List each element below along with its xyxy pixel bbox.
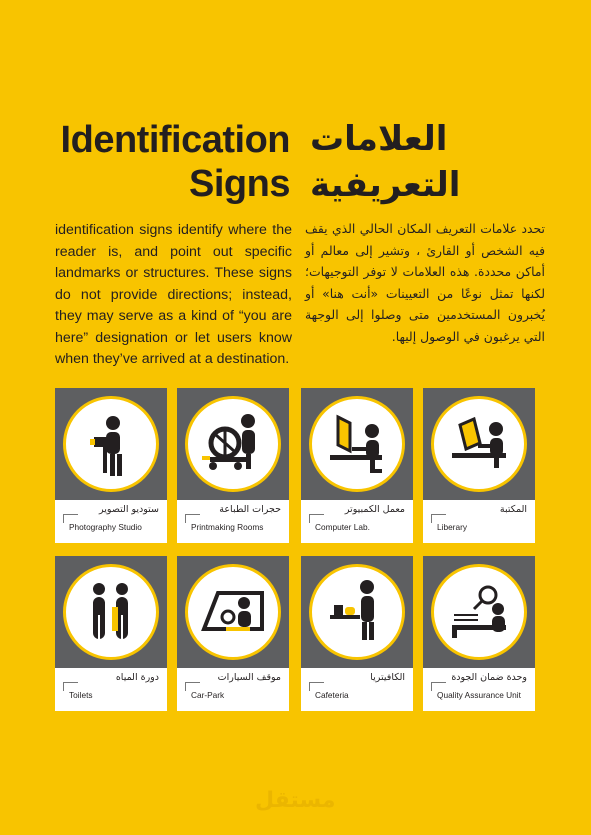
sign-label-english: Cafeteria (315, 690, 349, 700)
watermark: مستقل (255, 788, 336, 813)
cafeteria-icon (309, 564, 405, 660)
library-icon (431, 396, 527, 492)
sign-card-toilets (55, 556, 167, 711)
sign-tile (423, 388, 535, 500)
sign-tile (423, 556, 535, 668)
sign-card-printmaking (177, 388, 289, 543)
sign-card-cafeteria (301, 556, 413, 711)
sign-tile (55, 556, 167, 668)
sign-label-arabic: موقف السيارات (217, 672, 281, 683)
intro-english: identification signs identify where the reader is, and point out specific landmarks or structures. These signs do not provide directions; instead, they may serve as a kind of “you are here” designation or let users know when they’ve arrived at a destination. (55, 222, 292, 367)
title-english (55, 118, 290, 206)
sign-label-arabic: الكافيتريا (370, 672, 405, 683)
sign-card-quality-assurance (423, 556, 535, 711)
sign-card-car-park (177, 556, 289, 711)
photography-studio-icon (63, 396, 159, 492)
sign-label-arabic: وحدة ضمان الجودة (451, 672, 527, 683)
sign-tile (177, 556, 289, 668)
sign-card-library (423, 388, 535, 543)
sign-label-arabic: ستوديو التصوير (99, 504, 159, 515)
sign-label-english: Photography Studio (69, 522, 142, 532)
title-arabic-line1: العلامات (310, 119, 448, 159)
sign-label-arabic: المكتبة (499, 504, 527, 515)
computer-lab-icon (309, 396, 405, 492)
title-english-line1: Identification (60, 119, 290, 161)
sign-label-arabic: حجرات الطباعة (219, 504, 281, 515)
title-arabic-line2: التعريفية (310, 165, 461, 205)
sign-tile (301, 388, 413, 500)
sign-tile (177, 388, 289, 500)
toilets-icon (63, 564, 159, 660)
sign-label-english: Printmaking Rooms (191, 522, 264, 532)
sign-label-english: Car-Park (191, 690, 225, 700)
quality-assurance-icon (431, 564, 527, 660)
sign-card-photography (55, 388, 167, 543)
sign-tile (301, 556, 413, 668)
title-arabic (310, 116, 545, 208)
sign-tile (55, 388, 167, 500)
sign-label-arabic: دورة المياه (115, 672, 159, 683)
sign-label-english: Liberary (437, 522, 467, 532)
sign-label-english: Computer Lab. (315, 522, 370, 532)
sign-label-arabic: معمل الكمبيوتر (344, 504, 405, 515)
sign-label-english: Toilets (69, 690, 93, 700)
sign-label-english: Quality Assurance Unit (437, 690, 521, 700)
title-english-line2: Signs (189, 163, 290, 205)
printmaking-icon (185, 396, 281, 492)
sign-card-computer-lab (301, 388, 413, 543)
car-park-icon (185, 564, 281, 660)
intro-arabic: تحدد علامات التعريف المكان الحالي الذي يقف فيه الشخص أو القارئ ، وتشير إلى معالم أو أماكن محددة. هذه العلامات لا توفر التوجيهات؛ لكنها تمثل نوعًا من التعيينات «أنت هنا» أو يُخبرون المستخدمين متى وصلوا إلى الوجهة التي يرغبون في الوصول إليها. (305, 221, 545, 344)
